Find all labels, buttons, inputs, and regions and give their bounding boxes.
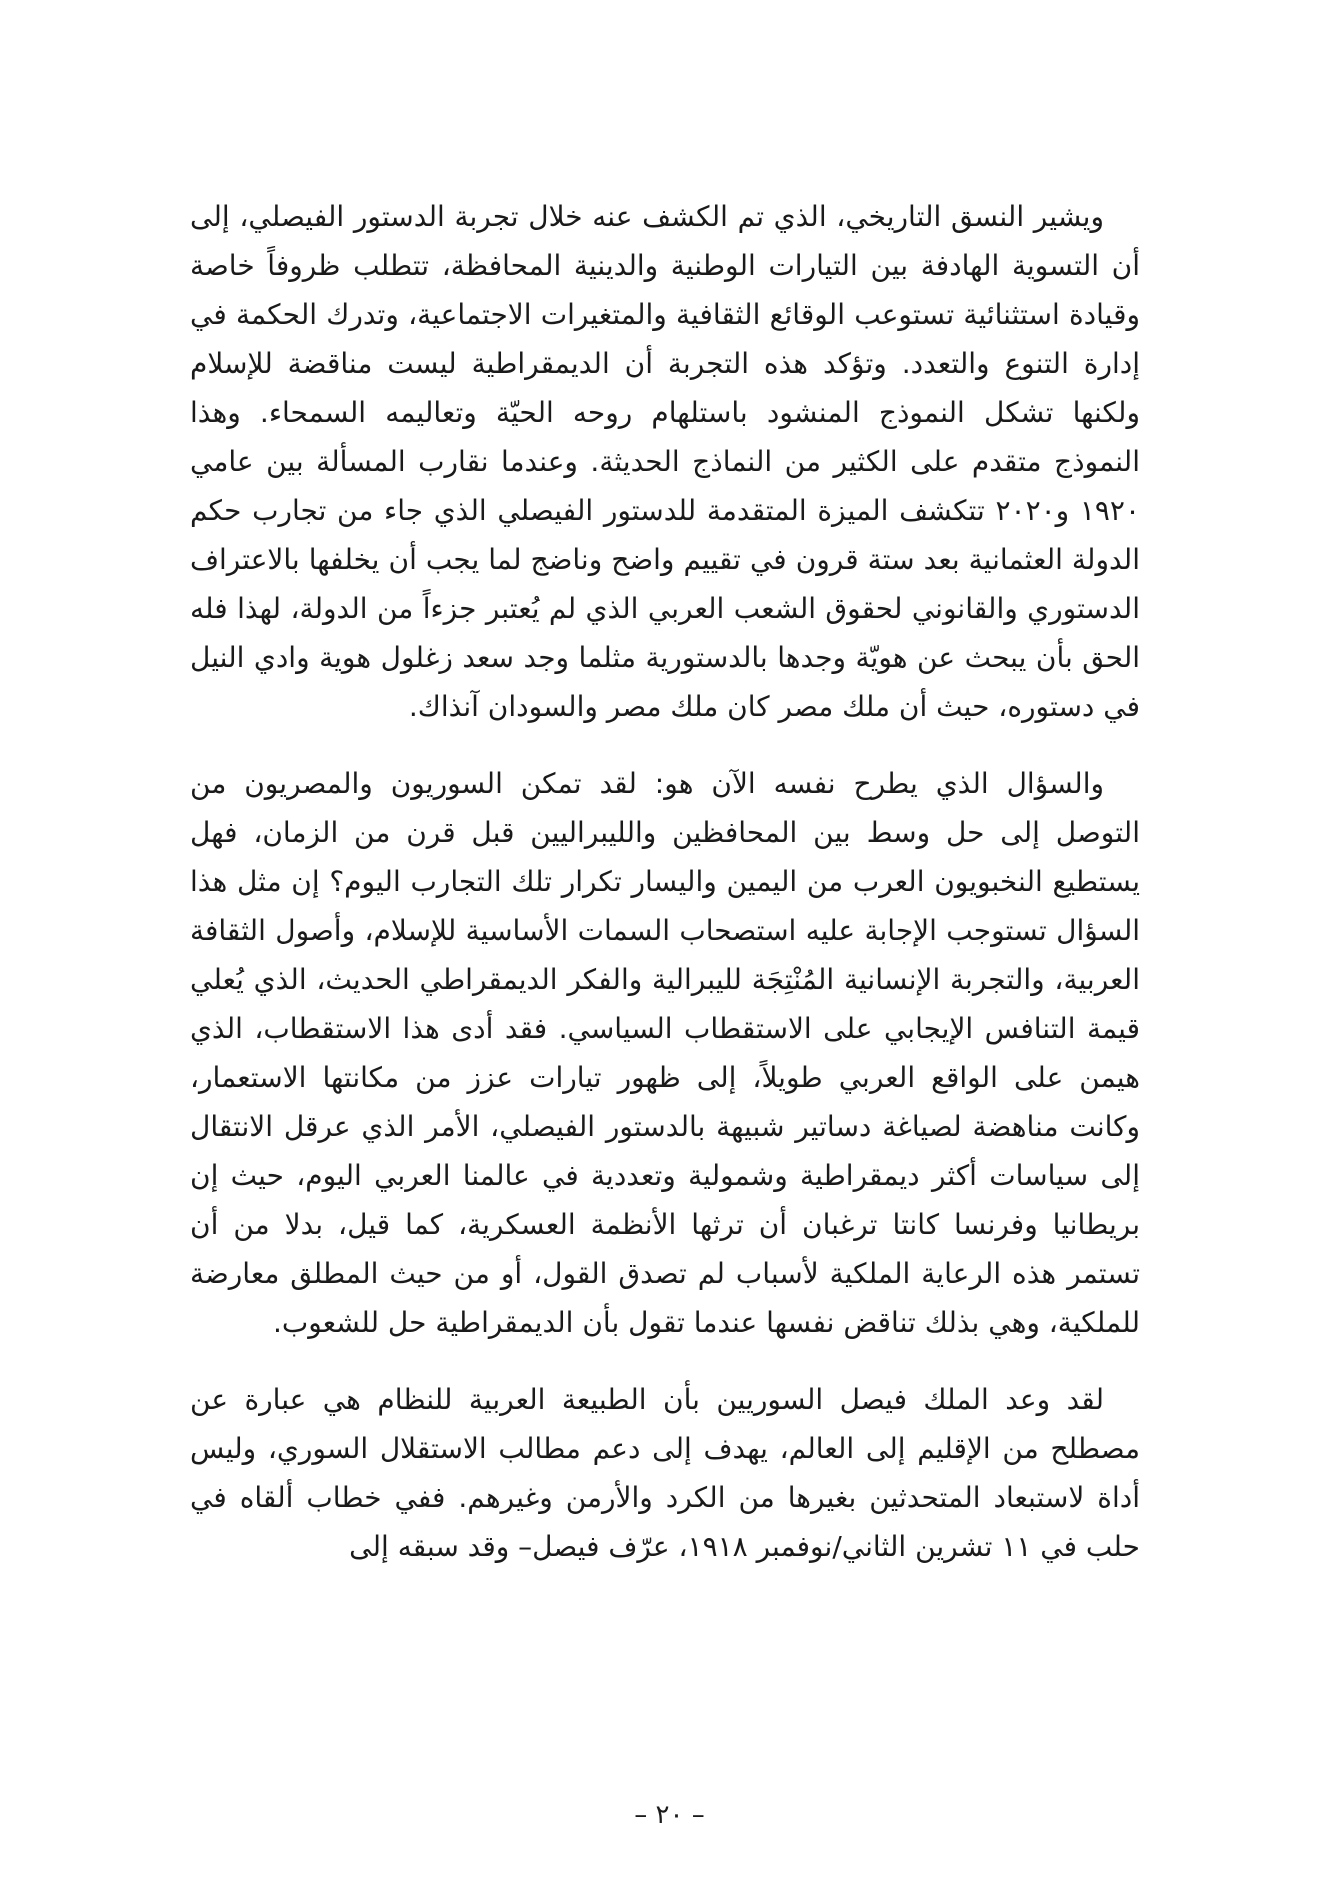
paragraph-1: ويشير النسق التاريخي، الذي تم الكشف عنه خلال تجربة الدستور الفيصلي، إلى أن التسوية الهادفة بين التيارات الوطنية والدينية المحافظة، تتطلب ظروفاً خاصة وقيادة استثنائية تستوعب الوقائع الثقافية والمتغيرات الاجتماعية، وتدرك الحكمة في إدارة التنوع والتعدد. وتؤكد هذه التجربة أن الديمقراطية ليست مناقضة للإسلام ولكنها تشكل النموذج المنشود باستلهام روحه الحيّة وتعاليمه السمحاء. وهذا النموذج متقدم على الكثير من النماذج الحديثة. وعندما نقارب المسألة بين عامي ١٩٢٠ و٢٠٢٠ تتكشف الميزة المتقدمة للدستور الفيصلي الذي جاء من تجارب حكم الدولة العثمانية بعد ستة قرون في تقييم واضح وناضج لما يجب أن يخلفها بالاعتراف الدستوري والقانوني لحقوق الشعب العربي الذي لم يُعتبر جزءاً من الدولة، لهذا فله الحق بأن يبحث عن هويّة وجدها بالدستورية مثلما وجد سعد زغلول هوية وادي النيل في دستوره، حيث أن ملك مصر كان ملك مصر والسودان آنذاك. [190,200,1140,723]
paragraph-3: لقد وعد الملك فيصل السوريين بأن الطبيعة العربية للنظام هي عبارة عن مصطلح من الإقليم إلى العالم، يهدف إلى دعم مطالب الاستقلال السوري، وليس أداة لاستبعاد المتحدثين بغيرها من الكرد والأرمن وغيرهم. ففي خطاب ألقاه في حلب في ١١ تشرين الثاني/نوفمبر ١٩١٨، عرّف فيصل– وقد سبقه إلى [190,1383,1140,1563]
paragraph-2: والسؤال الذي يطرح نفسه الآن هو: لقد تمكن السوريون والمصريون من التوصل إلى حل وسط بين المحافظين والليبراليين قبل قرن من الزمان، فهل يستطيع النخبويون العرب من اليمين واليسار تكرار تلك التجارب اليوم؟ إن مثل هذا السؤال تستوجب الإجابة عليه استصحاب السمات الأساسية للإسلام، وأصول الثقافة العربية، والتجربة الإنسانية المُنْتِجَة لليبرالية والفكر الديمقراطي الحديث، الذي يُعلي قيمة التنافس الإيجابي على الاستقطاب السياسي. فقد أدى هذا الاستقطاب، الذي هيمن على الواقع العربي طويلاً، إلى ظهور تيارات عزز من مكانتها الاستعمار، وكانت مناهضة لصياغة دساتير شبيهة بالدستور الفيصلي، الأمر الذي عرقل الانتقال إلى سياسات أكثر ديمقراطية وشمولية وتعددية في عالمنا العربي اليوم، حيث إن بريطانيا وفرنسا كانتا ترغبان أن ترثها الأنظمة العسكرية، كما قيل، بدلا من أن تستمر هذه الرعاية الملكية لأسباب لم تصدق القول، أو من حيث المطلق معارضة للملكية، وهي بذلك تناقض نفسها عندما تقول بأن الديمقراطية حل للشعوب. [190,767,1140,1339]
document-body [190,192,1140,1599]
page-number: – ٢٠ – [634,1800,705,1830]
